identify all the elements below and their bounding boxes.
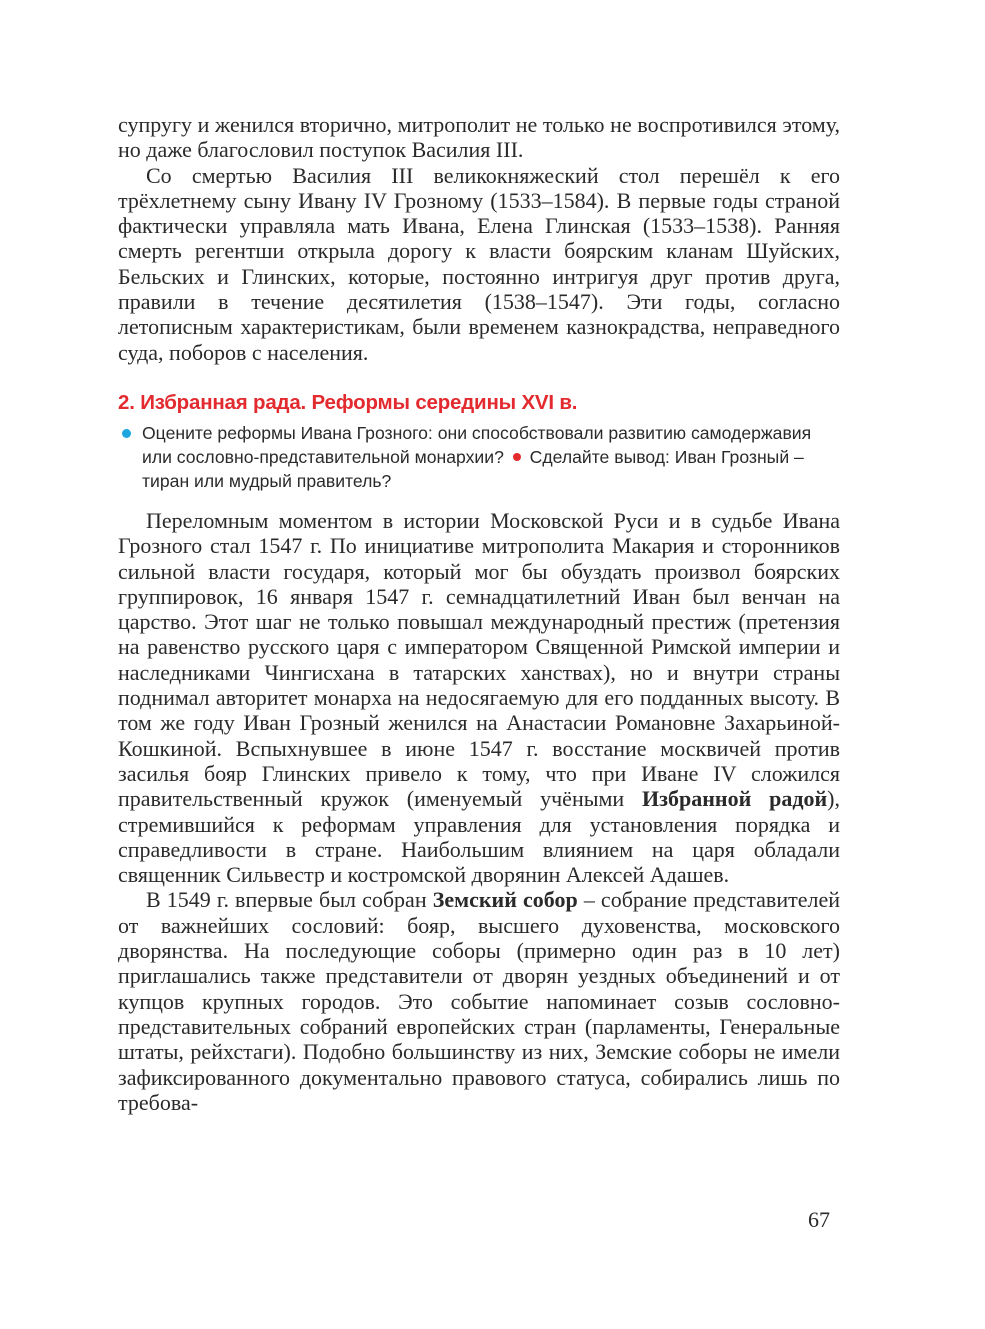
section-heading: 2. Избранная рада. Реформы середины XVI в. (118, 390, 578, 414)
page-number: 67 (808, 1207, 830, 1232)
paragraph-3-text-1: Переломным моментом в истории Московской Руси и в судьбе Ивана Грозного стал 1547 г. По инициативе митрополита Макария и сторонников сильной власти государя, который мог бы обуздать произвол боярских группировок, 16 января 1547 г. семнадцатилетний Иван был венчан на царство. Этот шаг не только повышал международный престиж (претензия на равенство русского царя с императором Священной Римской империи и наследниками Чингисхана в татарских ханствах), но и внутри страны поднимал авторитет монарха на недосягаемую для его подданных высоту. В том же году Иван Грозный женился на Анастасии Романовне Захарьиной-Кошкиной. Вспыхнувшее в июне 1547 г. восстание москвичей против засилья бояр Глинских привело к тому, что при Иване IV сложился правительственный кружок (именуемый учёными (118, 507, 840, 812)
task-block (118, 421, 840, 493)
paragraph-4 (118, 887, 840, 1115)
blue-bullet-icon (122, 429, 131, 438)
paragraph-2: Со смертью Василия III великокняжеский стол перешёл к его трёхлетнему сыну Ивану IV Грозному (1533–1584). В первые годы страной фактически управляла мать Ивана, Елена Глинская (1533–1538). Ранняя смерть регентши открыла дорогу к власти боярским кланам Шуйских, Бельских и Глинских, которые, постоянно интригуя друг против друга, правили в течение десятилетия (1538–1547). Эти годы, согласно летописным характеристикам, были временем казнокрадства, неправедного суда, поборов с населения. (118, 162, 840, 365)
paragraph-4-text-2: – собрание представителей от важнейших сословий: бояр, высшего духовенства, московского дворянства. На последующие соборы (примерно один раз в 10 лет) приглашались также представители от дворян уездных объединений и от купцов крупных городов. Это событие напоминает созыв сословно-представительных собраний европейских стран (парламенты, Генеральные штаты, рейхстаги). Подобно большинству из них, Земские соборы не имели зафиксированного документально правового статуса, собирались лишь по требова- (118, 887, 840, 1115)
red-bullet-icon (513, 453, 521, 461)
page-content (118, 112, 840, 1115)
task-part-1: Оцените реформы Ивана Грозного: они способствовали развитию самодержавия или сословно-представительной монархии? (142, 422, 812, 467)
task-part-2: Сделайте вывод: Иван Грозный – тиран или мудрый правитель? (142, 446, 804, 491)
paragraph-3-text-2: ), стремившийся к реформам управления для установления порядка и справедливости в стране. Наибольшим влиянием на царя обладали священник Сильвестр и костромской дворянин Алексей Адашев. (118, 786, 840, 888)
paragraph-3 (118, 508, 840, 887)
paragraph-4-text-1: В 1549 г. впервые был собран (146, 887, 433, 913)
paragraph-1: супругу и женился вторично, митрополит не только не воспротивился этому, но даже благословил поступок Василия III. (118, 112, 840, 163)
paragraph-3-term: Избранной радой (642, 786, 828, 812)
paragraph-4-term: Земский собор (432, 887, 578, 913)
